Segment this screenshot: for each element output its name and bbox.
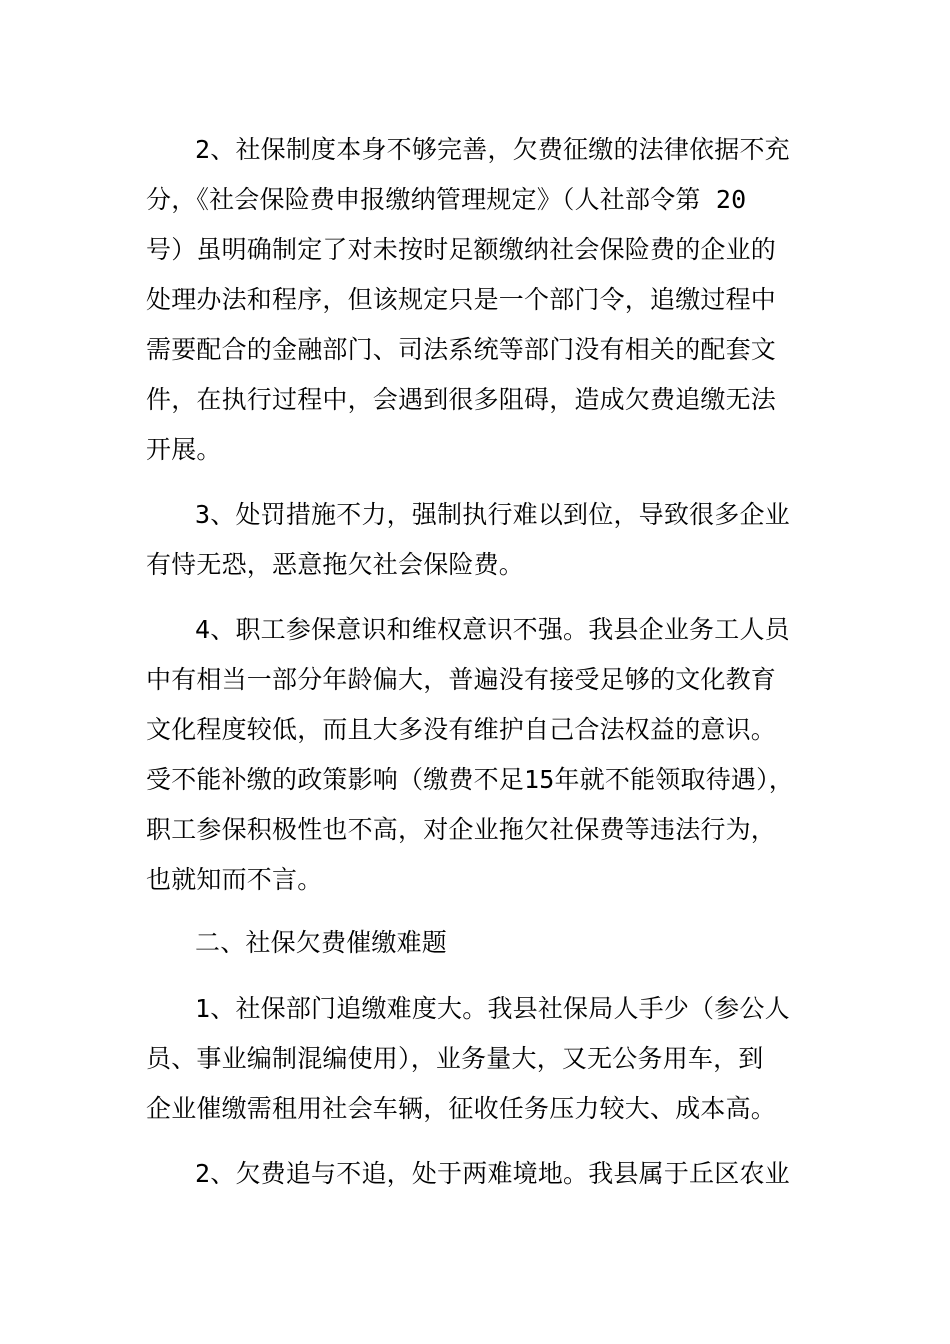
text-line: 有恃无恐，恶意拖欠社会保险费。 xyxy=(146,550,525,579)
text-line: 文化程度较低，而且大多没有维护自己合法权益的意识。 xyxy=(146,715,777,744)
text-line: 1、社保部门追缴难度大。我县社保局人手少（参公人 xyxy=(195,994,790,1023)
text-line: 2、欠费追与不追，处于两难境地。我县属于丘区农业 xyxy=(195,1159,790,1188)
paragraph-awareness xyxy=(146,605,811,905)
paragraph-dilemma xyxy=(146,1149,811,1199)
heading-line: 二、社保欠费催缴难题 xyxy=(195,928,448,957)
text-line: 需要配合的金融部门、司法系统等部门没有相关的配套文 xyxy=(146,335,777,364)
text-line: 企业催缴需租用社会车辆，征收任务压力较大、成本高。 xyxy=(146,1094,777,1123)
text-line: 3、处罚措施不力，强制执行难以到位，导致很多企业 xyxy=(195,500,790,529)
section-heading xyxy=(146,918,811,968)
text-line: 分，《社会保险费申报缴纳管理规定》（人社部令第 20 xyxy=(146,185,747,214)
text-line: 号）虽明确制定了对未按时足额缴纳社会保险费的企业的 xyxy=(146,235,777,264)
text-line: 件，在执行过程中，会遇到很多阻碍，造成欠费追缴无法 xyxy=(146,385,777,414)
text-line: 开展。 xyxy=(146,435,222,464)
text-line: 受不能补缴的政策影响（缴费不足15年就不能领取待遇）， xyxy=(146,765,795,794)
paragraph-legal-basis xyxy=(146,125,811,475)
text-line: 中有相当一部分年龄偏大，普遍没有接受足够的文化教育 xyxy=(146,665,777,694)
text-line: 员、事业编制混编使用），业务量大，又无公务用车，到 xyxy=(146,1044,764,1073)
text-line: 职工参保积极性也不高，对企业拖欠社保费等违法行为， xyxy=(146,815,777,844)
paragraph-collection-difficulty xyxy=(146,984,811,1134)
text-line: 也就知而不言。 xyxy=(146,865,323,894)
text-line: 4、职工参保意识和维权意识不强。我县企业务工人员 xyxy=(195,615,790,644)
paragraph-penalty xyxy=(146,490,811,590)
text-line: 处理办法和程序，但该规定只是一个部门令，追缴过程中 xyxy=(146,285,777,314)
text-line: 2、社保制度本身不够完善，欠费征缴的法律依据不充 xyxy=(195,135,790,164)
